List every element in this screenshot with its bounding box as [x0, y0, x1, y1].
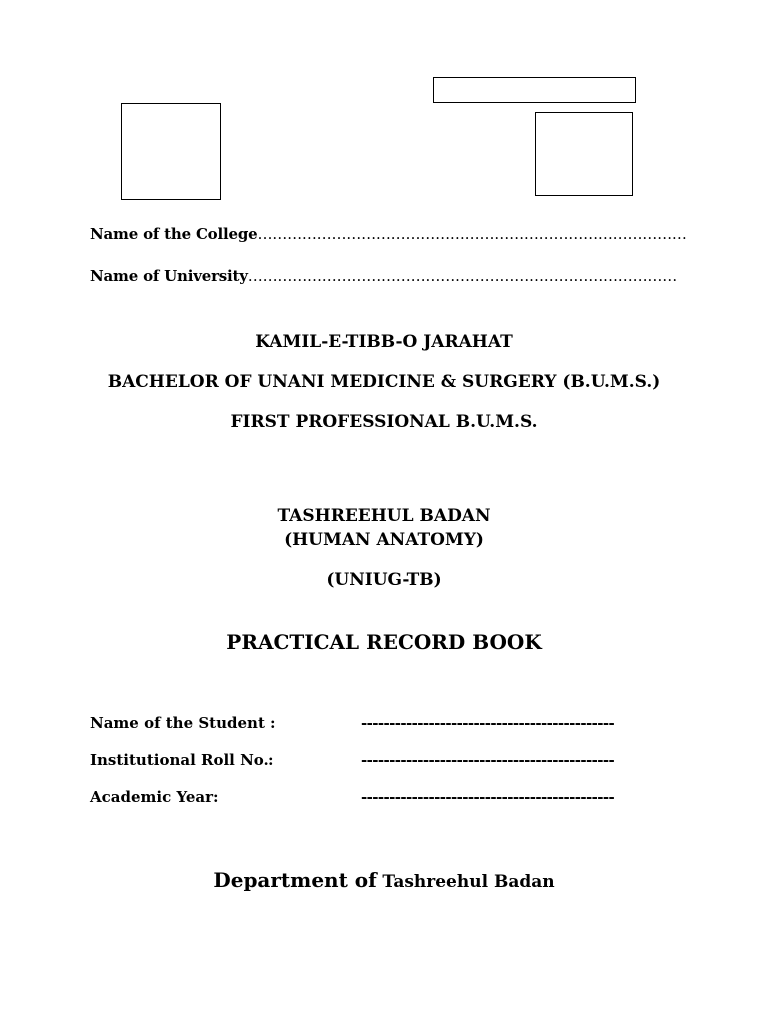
academic-year-label: Academic Year:	[90, 788, 219, 806]
title-line-1: KAMIL-E-TIBB-O JARAHAT	[255, 332, 513, 352]
university-line	[90, 267, 677, 285]
roll-number-row	[90, 751, 650, 773]
roll-number-colon: :	[268, 751, 274, 769]
student-name-colon: :	[270, 714, 276, 732]
department-name: Tashreehul Badan	[382, 872, 555, 892]
subject-code: (UNIUG-TB)	[326, 570, 442, 590]
right-photo-box	[535, 112, 633, 196]
college-dots: ……………………………………………………………………………	[257, 225, 687, 243]
college-line	[90, 225, 687, 243]
student-name-blank: ---------------------------------------------	[361, 714, 615, 732]
university-label: Name of University	[90, 267, 248, 285]
top-right-box	[433, 77, 636, 103]
title-line-3: FIRST PROFESSIONAL B.U.M.S.	[230, 412, 538, 432]
left-photo-box	[121, 103, 221, 200]
subject-english: (HUMAN ANATOMY)	[284, 530, 484, 550]
subject-name: TASHREEHUL BADAN	[277, 506, 491, 526]
college-label: Name of the College	[90, 225, 258, 243]
department-heading	[0, 868, 768, 892]
academic-year-blank: ---------------------------------------------	[361, 788, 615, 806]
department-prefix: Department of	[213, 868, 377, 892]
academic-year-row	[90, 788, 650, 810]
university-dots: ……………………………………………………………………………	[247, 267, 677, 285]
roll-number-blank: ---------------------------------------------	[361, 751, 615, 769]
student-name-label: Name of the Student	[90, 714, 265, 732]
title-line-2: BACHELOR OF UNANI MEDICINE & SURGERY (B.U.M.S.)	[107, 372, 661, 392]
record-book-title: PRACTICAL RECORD BOOK	[226, 630, 542, 654]
roll-number-label: Institutional Roll No.	[90, 751, 269, 769]
student-name-row	[90, 714, 650, 736]
